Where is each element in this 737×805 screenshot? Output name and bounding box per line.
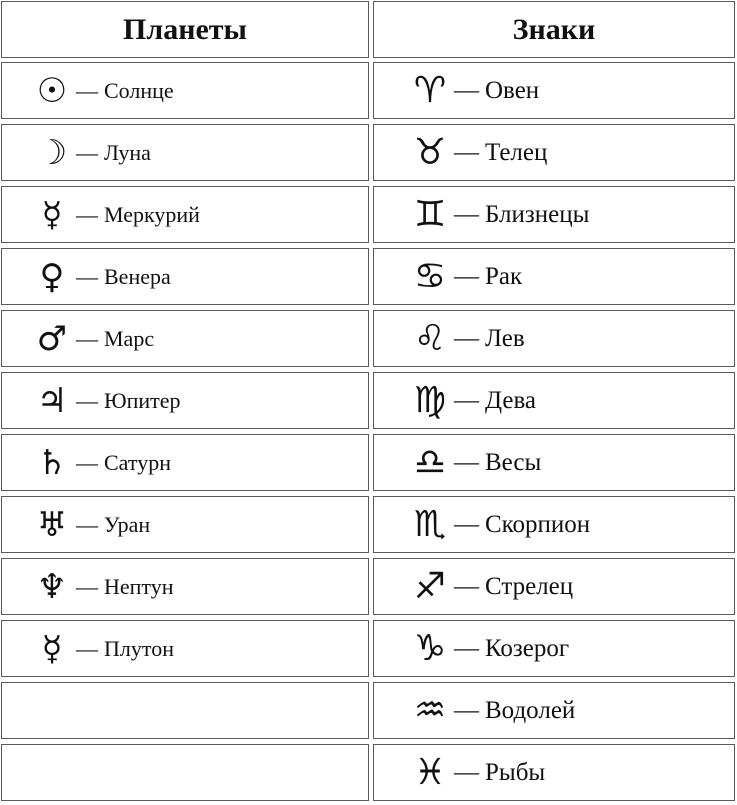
sign-row (373, 744, 735, 801)
sign-name: Рыбы (485, 758, 546, 786)
pisces-icon: ♓ (413, 751, 447, 793)
dash: — (76, 325, 98, 351)
leo-icon: ♌ (413, 317, 447, 359)
planets-header-label: Планеты (123, 12, 247, 46)
cancer-icon: ♋ (413, 255, 447, 297)
saturn-icon: ♄ (36, 442, 68, 483)
planet-name: Луна (104, 139, 151, 165)
planet-row (1, 186, 369, 243)
sign-row (373, 682, 735, 739)
planet-row (1, 372, 369, 429)
dash: — (454, 386, 479, 414)
planet-name: Сатурн (104, 449, 171, 475)
sign-name: Телец (485, 138, 548, 166)
dash: — (76, 139, 98, 165)
planet-empty-cell (1, 744, 369, 801)
planet-empty-cell (1, 682, 369, 739)
dash: — (454, 324, 479, 352)
sign-row (373, 124, 735, 181)
planet-name: Марс (104, 325, 155, 351)
neptune-icon: ♆ (36, 566, 68, 607)
virgo-icon: ♍ (413, 379, 447, 421)
pluto-icon: ☿ (41, 628, 63, 669)
sign-row (373, 558, 735, 615)
dash: — (454, 510, 479, 538)
planet-name: Венера (104, 263, 171, 289)
sagittarius-icon: ♐ (413, 565, 447, 607)
sign-name: Козерог (485, 634, 570, 662)
planet-row (1, 124, 369, 181)
planet-name: Меркурий (104, 201, 200, 227)
planet-name: Солнце (104, 77, 174, 103)
planet-row (1, 558, 369, 615)
dash: — (454, 572, 479, 600)
venus-icon: ♀ (39, 256, 65, 297)
planet-name: Уран (104, 511, 151, 537)
dash: — (76, 573, 98, 599)
sign-row (373, 620, 735, 677)
sign-name: Дева (485, 386, 537, 414)
dash: — (76, 263, 98, 289)
planet-name: Плутон (104, 635, 174, 661)
dash: — (76, 511, 98, 537)
dash: — (76, 387, 98, 413)
aquarius-icon: ♒ (413, 689, 447, 731)
dash: — (454, 448, 479, 476)
dash: — (76, 77, 98, 103)
sign-row (373, 496, 735, 553)
signs-header (373, 1, 735, 58)
libra-icon: ♎ (413, 441, 447, 483)
aries-icon: ♈ (413, 69, 447, 111)
sun-icon: ☉ (36, 70, 68, 111)
sign-name: Рак (485, 262, 523, 290)
planet-name: Нептун (104, 573, 174, 599)
dash: — (76, 635, 98, 661)
sign-name: Близнецы (485, 200, 590, 228)
sign-row (373, 434, 735, 491)
dash: — (454, 696, 479, 724)
dash: — (454, 262, 479, 290)
planets-header (1, 1, 369, 58)
dash: — (454, 138, 479, 166)
planet-row (1, 620, 369, 677)
dash: — (76, 449, 98, 475)
sign-row (373, 310, 735, 367)
sign-name: Водолей (485, 696, 576, 724)
sign-name: Лев (485, 324, 525, 352)
dash: — (454, 76, 479, 104)
planet-row (1, 310, 369, 367)
mercury-icon: ☿ (41, 194, 63, 235)
moon-icon: ☽ (36, 132, 68, 173)
sign-name: Скорпион (485, 510, 591, 538)
uranus-icon: ♅ (36, 504, 68, 545)
jupiter-icon: ♃ (36, 380, 68, 421)
sign-row (373, 372, 735, 429)
sign-name: Овен (485, 76, 540, 104)
signs-header-label: Знаки (512, 12, 596, 46)
dash: — (76, 201, 98, 227)
capricorn-icon: ♑ (413, 627, 447, 669)
planet-name: Юпитер (104, 387, 181, 413)
sign-name: Весы (485, 448, 542, 476)
dash: — (454, 200, 479, 228)
planet-row (1, 62, 369, 119)
sign-row (373, 186, 735, 243)
dash: — (454, 634, 479, 662)
planet-row (1, 496, 369, 553)
planet-row (1, 248, 369, 305)
planet-row (1, 434, 369, 491)
taurus-icon: ♉ (413, 131, 447, 173)
dash: — (454, 758, 479, 786)
sign-name: Стрелец (485, 572, 574, 600)
sign-row (373, 248, 735, 305)
mars-icon: ♂ (36, 318, 68, 359)
sign-row (373, 62, 735, 119)
scorpio-icon: ♏ (413, 503, 447, 545)
gemini-icon: ♊ (413, 193, 447, 235)
